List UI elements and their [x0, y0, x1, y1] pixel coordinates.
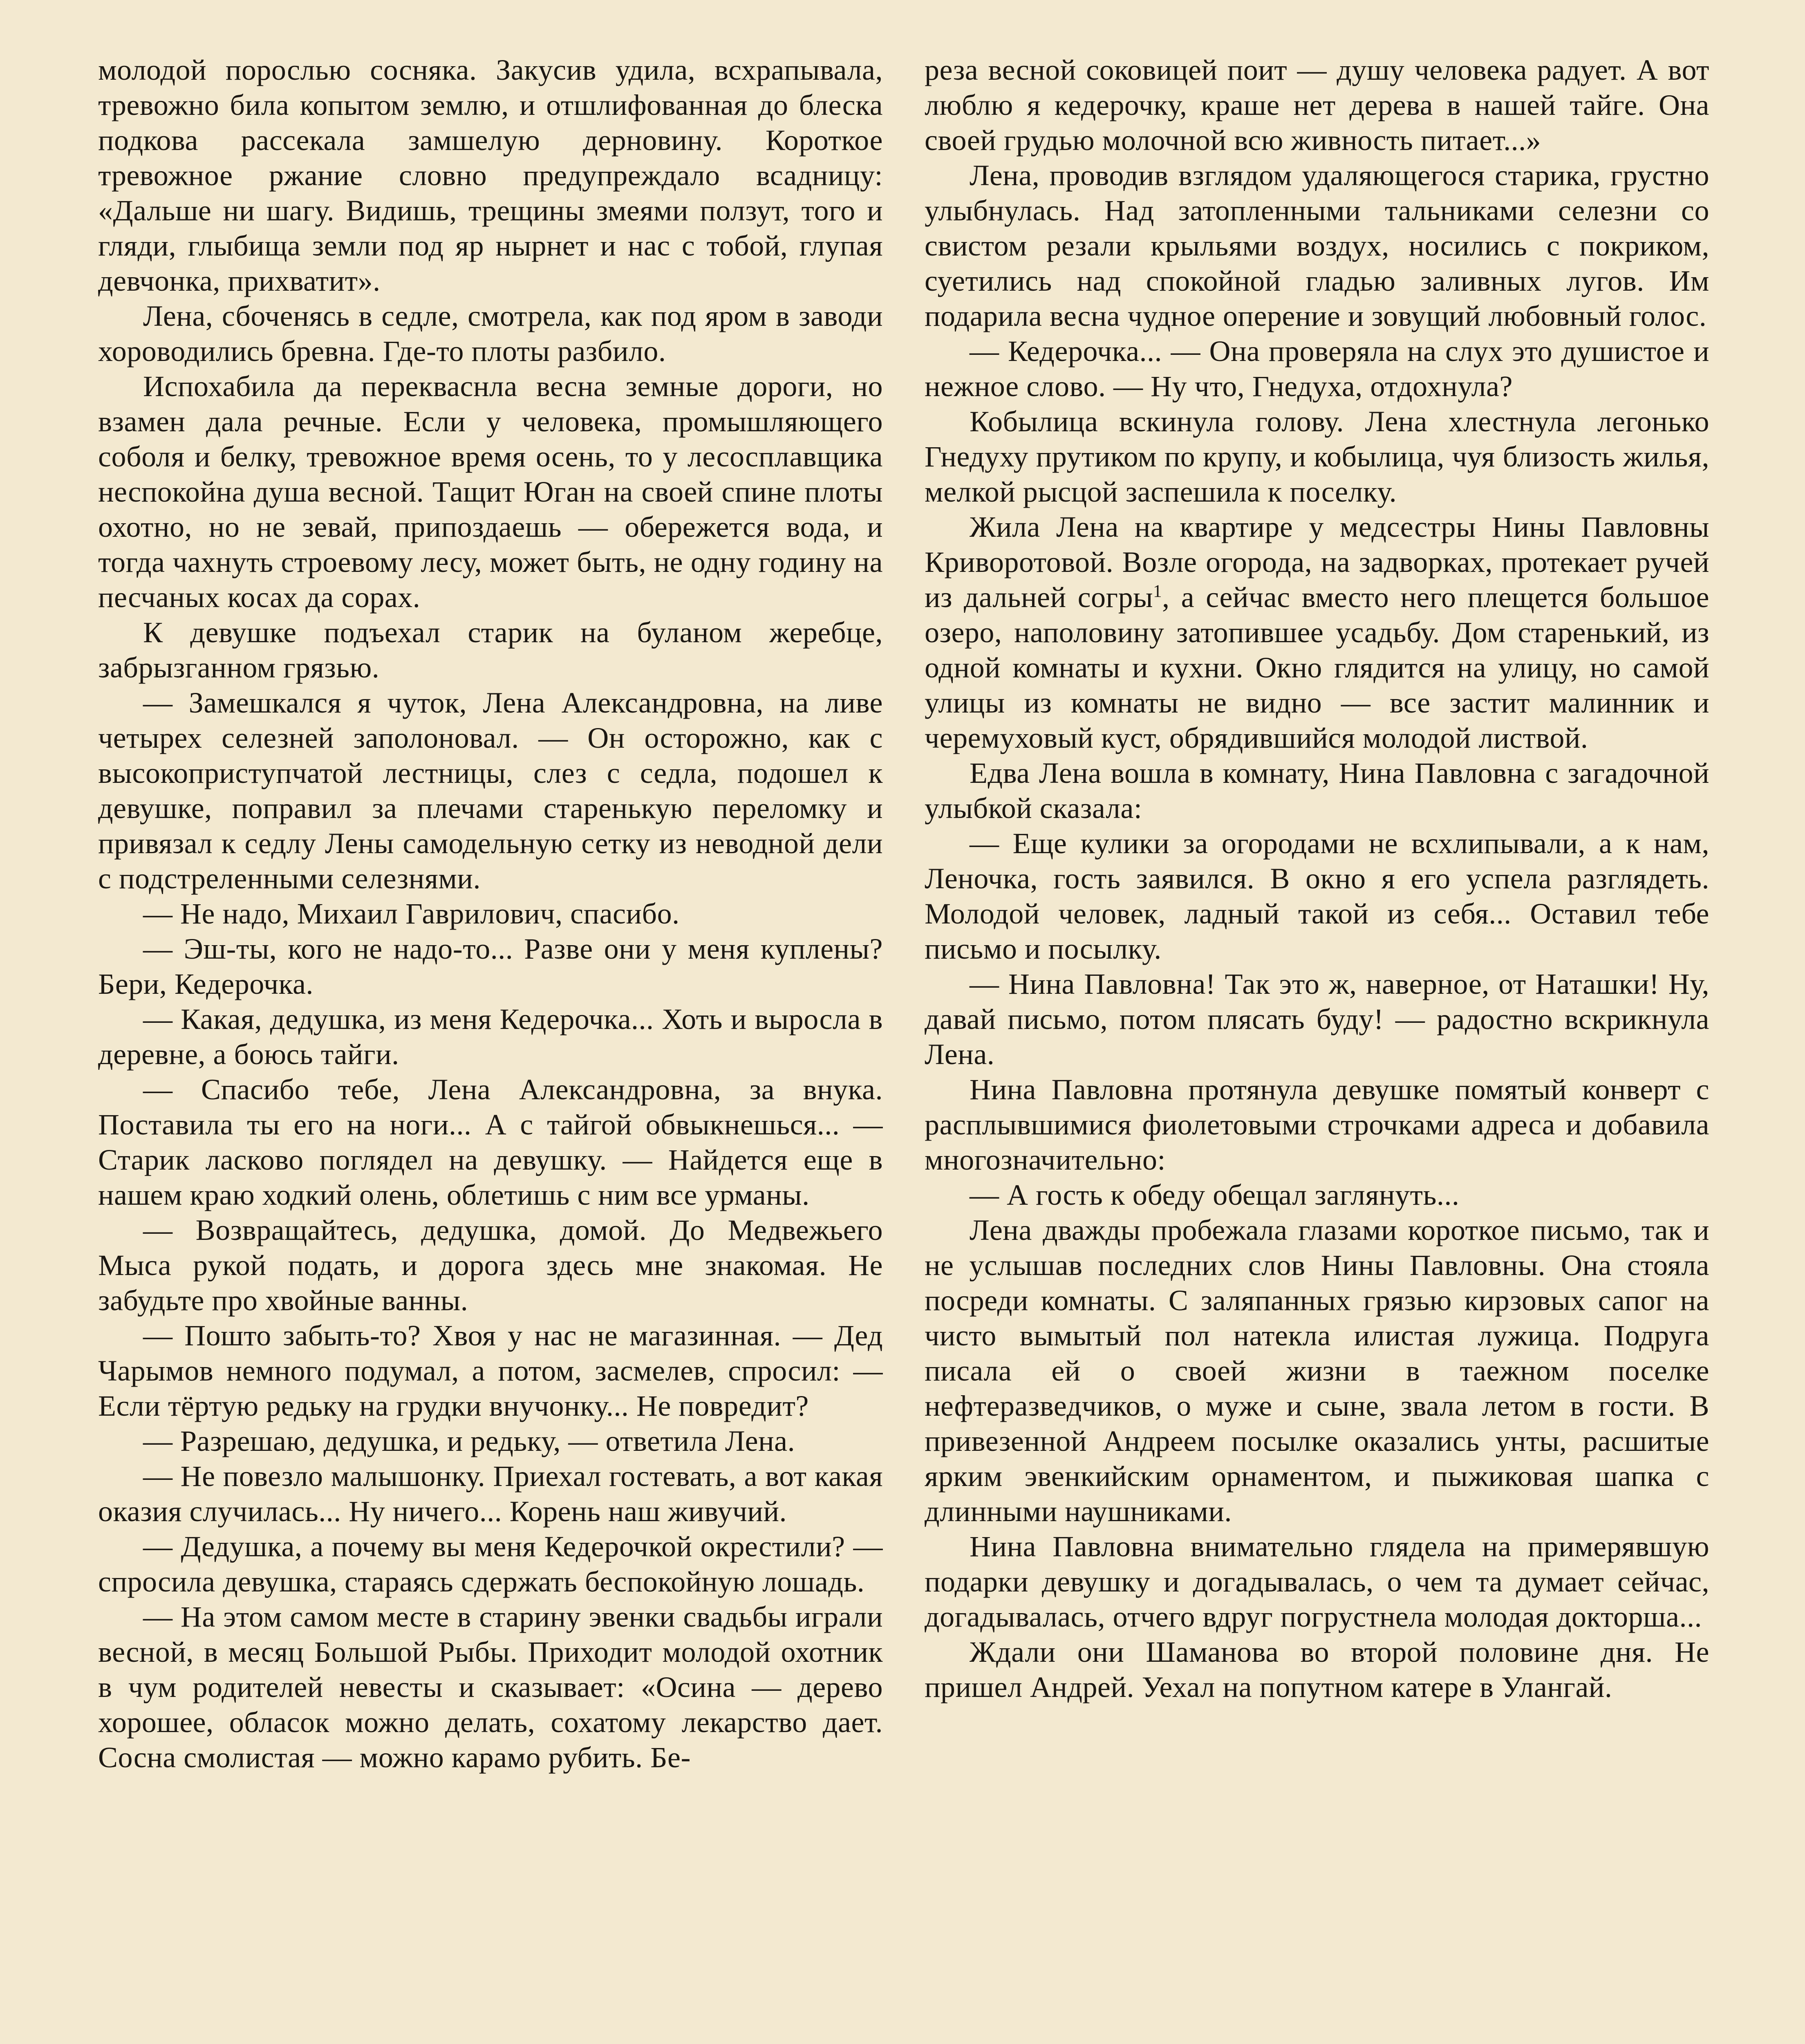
paragraph: — Разрешаю, дедушка, и редьку, — ответила Лена. [143, 1425, 795, 1457]
paragraph: — Возвращайтесь, дедушка, домой. До Медвежьего Мыса рукой подать, и дорога здесь мне знакомая. Не забудьте про хвойные ванны. [98, 1214, 883, 1317]
paragraph: — Нина Павловна! Так это ж, наверное, от Наташки! Ну, давай письмо, потом плясать буду! — радостно вскрикнула Лена. [925, 968, 1709, 1071]
paragraph: Лена дважды пробежала глазами короткое письмо, так и не услышав последних слов Нины Павловны. Она стояла посреди комнаты. С заляпанных грязью кирзовых сапог на чисто вымытый пол натекла илистая лужица. Подруга писала ей о своей жизни в таежном поселке нефтеразведчиков, о муже и сыне, звала летом в гости. В привезенной Андреем посылке оказались унты, расшитые ярким эвенкийским орнаментом, и пыжиковая шапка с длинными наушниками. [925, 1214, 1709, 1528]
paragraph: молодой порослью сосняка. Закусив удила, всхрапывала, тревожно била копытом землю, и отшлифованная до блеска подкова рассекала замшелую дерновину. Короткое тревожное ржание словно предупреждало всадницу: «Дальше ни шагу. Видишь, трещины змеями ползут, того и гляди, глыбища земли под яр нырнет и нас с тобой, глупая девчонка, прихватит». [98, 54, 883, 297]
paragraph: — На этом самом месте в старину эвенки свадьбы играли весной, в месяц Большой Рыбы. Приходит молодой охотник в чум родителей невесты и сказывает: «Осина — дерево хорошее, обласок можно делать, сохатому лекарство дает. Сосна смолистая — можно карамо рубить. Бе- [98, 1600, 883, 1774]
paragraph: реза весной соковицей поит — душу человека радует. А вот люблю я кедерочку, краше нет дерева в нашей тайге. Она своей грудью молочной всю живность питает...» [925, 54, 1709, 157]
paragraph: — Не повезло малышонку. Приехал гостевать, а вот какая оказия случилась... Ну ничего... Корень наш живучий. [98, 1460, 883, 1528]
paragraph-text: , а сейчас вместо него плещется большое озеро, наполовину затопившее усадьбу. Дом старенький, из одной комнаты и кухни. Окно глядится на улицу, но самой улицы из комнаты не видно — все застит малинник и черемуховый куст, обрядившийся молодой листвой. [925, 581, 1709, 754]
paragraph: Едва Лена вошла в комнату, Нина Павловна с загадочной улыбкой сказала: [925, 757, 1709, 825]
paragraph-text: Жила Лена на квартире у медсестры Нины Павловны Криворотовой. Возле огорода, на задворках, протекает ручей из дальней согры [925, 511, 1709, 614]
right-column [925, 52, 1709, 1705]
paragraph: Лена, сбоченясь в седле, смотрела, как под яром в заводи хороводились бревна. Где-то плоты разбило. [98, 300, 883, 368]
footnote-reference[interactable]: 1 [1153, 582, 1162, 601]
paragraph: Нина Павловна внимательно глядела на примерявшую подарки девушку и догадывалась, о чем та думает сейчас, догадывалась, отчего вдруг погрустнела молодая докторша... [925, 1530, 1709, 1633]
paragraph: — Дедушка, а почему вы меня Кедерочкой окрестили? — спросила девушка, стараясь сдержать беспокойную лошадь. [98, 1530, 883, 1598]
paragraph: Лена, проводив взглядом удаляющегося старика, грустно улыбнулась. Над затопленными тальниками селезни со свистом резали крыльями воздух, носились с покриком, суетились над спокойной гладью заливных лугов. Им подарила весна чудное оперение и зовущий любовный голос. [925, 159, 1709, 332]
paragraph: — Кедерочка... — Она проверяла на слух это душистое и нежное слово. — Ну что, Гнедуха, отдохнула? [925, 335, 1709, 403]
paragraph: — Спасибо тебе, Лена Александровна, за внука. Поставила ты его на ноги... А с тайгой обвыкнешься... — Старик ласково поглядел на девушку. — Найдется еще в нашем краю ходкий олень, облетишь с ним все урманы. [98, 1073, 883, 1211]
paragraph: — А гость к обеду обещал заглянуть... [970, 1179, 1460, 1211]
paragraph: Кобылица вскинула голову. Лена хлестнула легонько Гнедуху прутиком по крупу, и кобылица, чуя близость жилья, мелкой рысцой заспешила к поселку. [925, 405, 1709, 508]
paragraph: К девушке подъехал старик на буланом жеребце, забрызганном грязью. [98, 616, 883, 684]
paragraph: Испохабила да перекваснла весна земные дороги, но взамен дала речные. Если у человека, промышляющего соболя и белку, тревожное время осень, то у лесосплавщика неспокойна душа весной. Тащит Юган на своей спине плоты охотно, но не зевай, припоздаешь — обережется вода, и тогда чахнуть строевому лесу, может быть, не одну годину на песчаных косах да сорах. [98, 370, 883, 614]
paragraph: Нина Павловна протянула девушке помятый конверт с расплывшимися фиолетовыми строчками адреса и добавила многозначительно: [925, 1073, 1709, 1176]
left-column [98, 52, 883, 1775]
paragraph: — Еще кулики за огородами не всхлипывали, а к нам, Леночка, гость заявился. В окно я его успела разглядеть. Молодой человек, ладный такой из себя... Оставил тебе письмо и посылку. [925, 827, 1709, 965]
paragraph: — Замешкался я чуток, Лена Александровна, на ливе четырех селезней заполоновал. — Он осторожно, как с высокоприступчатой лестницы, слез с седла, подошел к девушке, поправил за плечами старенькую переломку и привязал к седлу Лены самодельную сетку из неводной дели с подстреленными селезнями. [98, 686, 883, 895]
paragraph: — Какая, дедушка, из меня Кедерочка... Хоть и выросла в деревне, а боюсь тайги. [98, 1003, 883, 1071]
paragraph: — Эш-ты, кого не надо-то... Разве они у меня куплены? Бери, Кедерочка. [98, 932, 883, 1000]
paragraph: Ждали они Шаманова во второй половине дня. Не пришел Андрей. Уехал на попутном катере в Улангай. [925, 1636, 1709, 1703]
paragraph: — Не надо, Михаил Гаврилович, спасибо. [143, 897, 680, 930]
paragraph: — Пошто забыть-то? Хвоя у нас не магазинная. — Дед Чарымов немного подумал, а потом, засмелев, спросил: — Если тёртую редьку на грудки внучонку... Не повредит? [98, 1319, 883, 1422]
paragraph-with-footnote-ref [925, 509, 1709, 755]
